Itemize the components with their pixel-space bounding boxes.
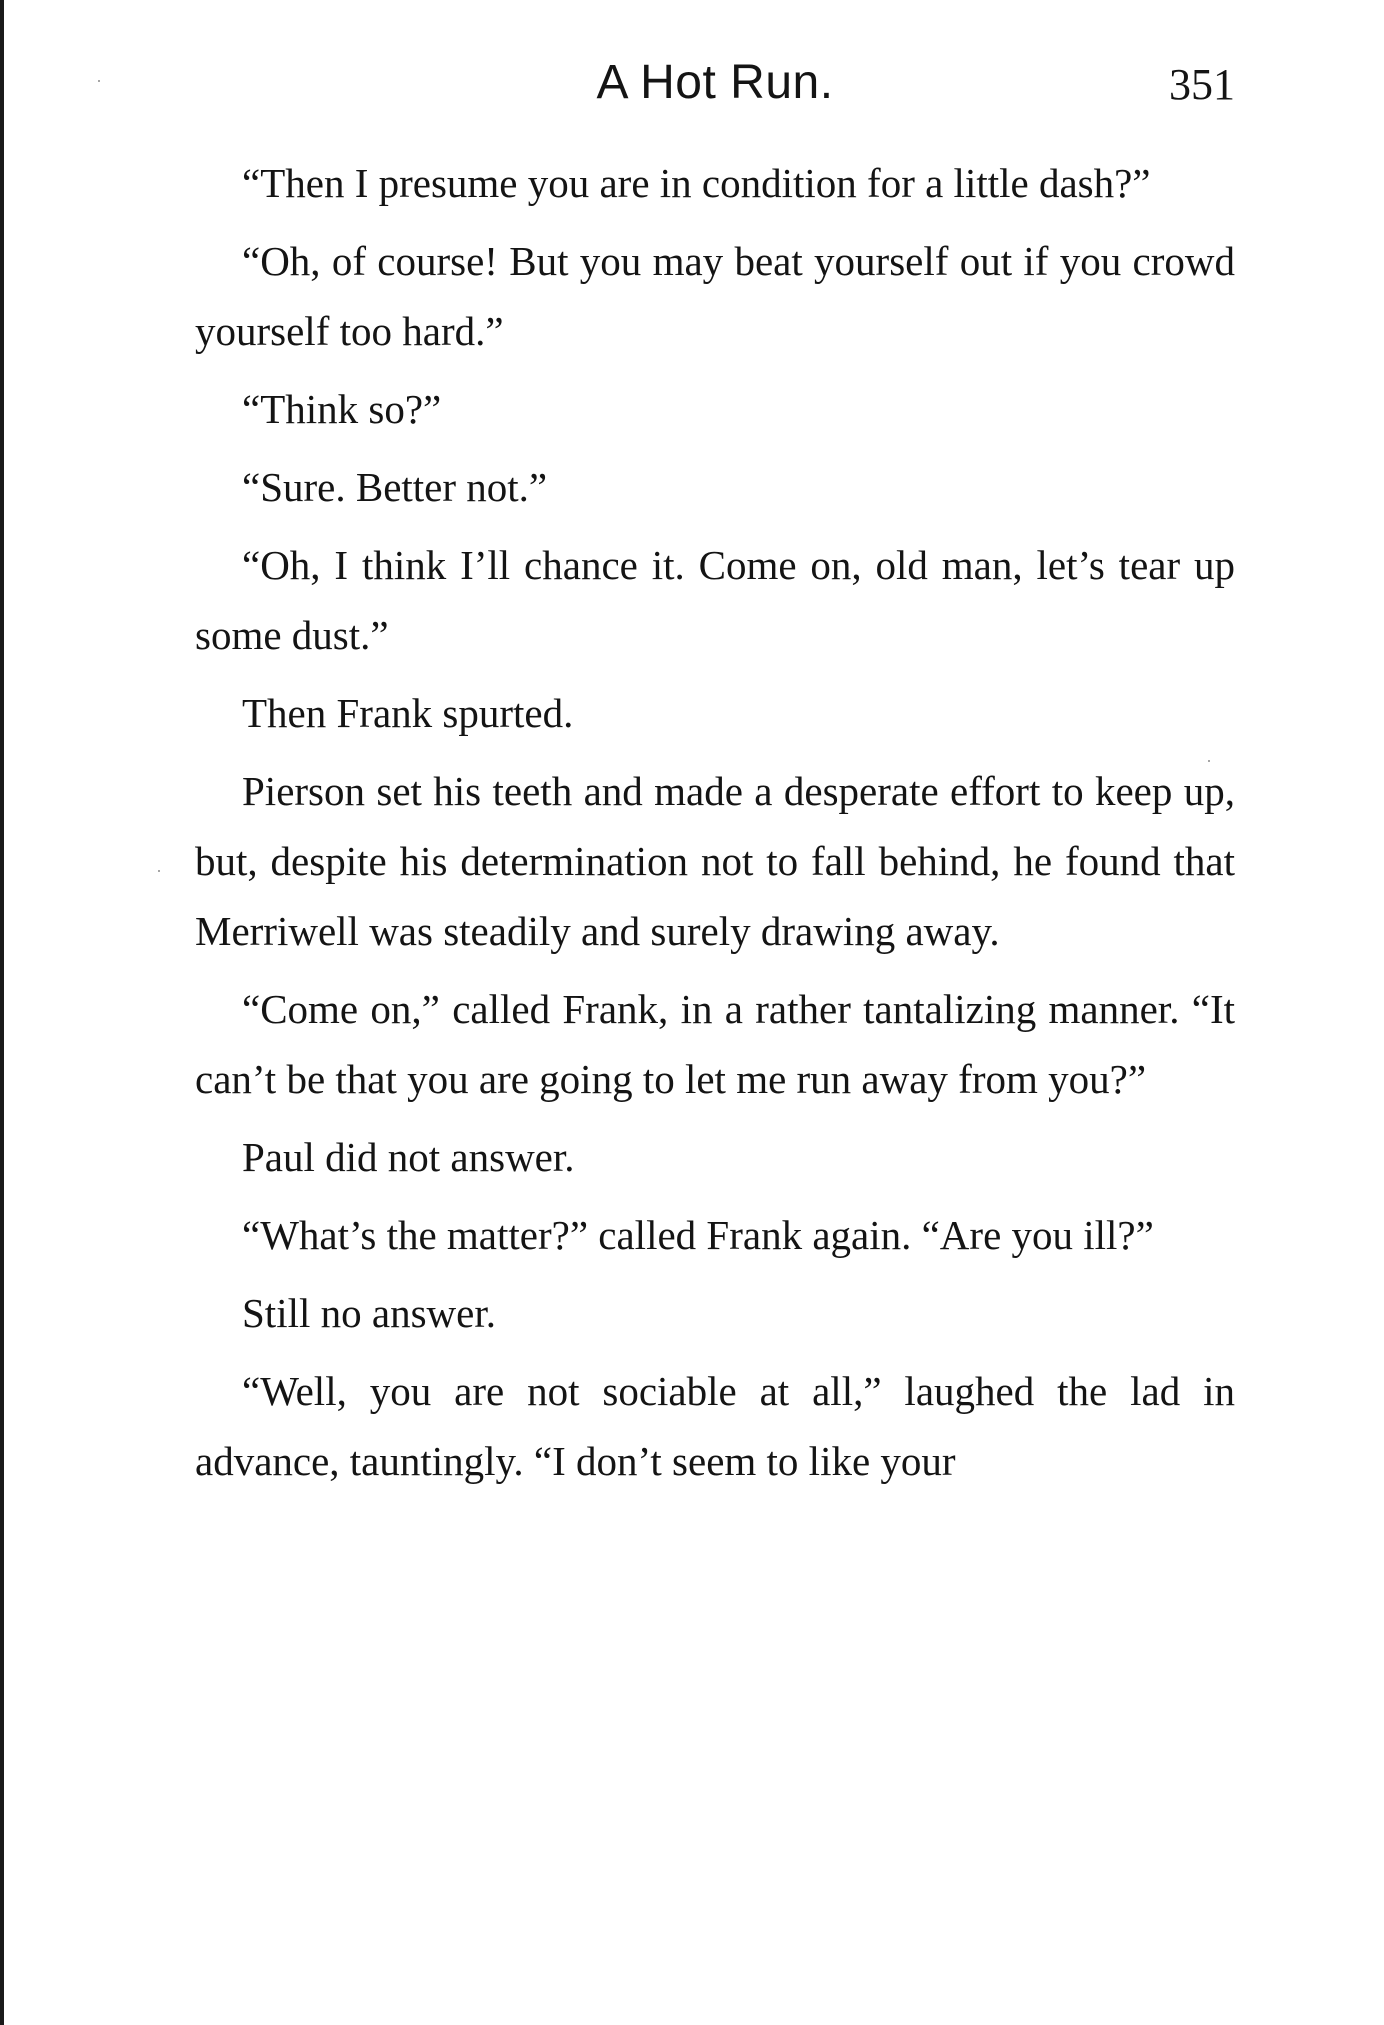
paragraph: “Think so?” <box>242 386 442 432</box>
paragraph: “Then I presume you are in condition for a little dash?” <box>242 160 1151 206</box>
paragraph: “Oh, of course! But you may beat yourself out if you crowd yourself too hard.” <box>195 238 1235 354</box>
paragraph: “Oh, I think I’ll chance it. Come on, old man, let’s tear up some dust.” <box>195 542 1235 658</box>
paragraph: Then Frank spurted. <box>242 690 574 736</box>
page-number: 351 <box>1169 60 1235 109</box>
paragraph: Pierson set his teeth and made a desperate effort to keep up, but, despite his determination not to fall behind, he found that Merriwell was steadily and surely drawing away. <box>195 768 1235 954</box>
paragraph: “What’s the matter?” called Frank again. “Are you ill?” <box>242 1212 1154 1258</box>
paragraph: “Well, you are not sociable at all,” laughed the lad in advance, tauntingly. “I don’t seem to like your <box>195 1368 1235 1484</box>
print-speck <box>158 870 160 872</box>
print-speck <box>98 80 100 82</box>
paragraph: “Come on,” called Frank, in a rather tantalizing manner. “It can’t be that you are going to let me run away from you?” <box>195 986 1235 1102</box>
paragraph: Still no answer. <box>242 1290 496 1336</box>
running-head <box>195 48 1235 118</box>
body-text <box>195 148 1235 1496</box>
page-edge-rule <box>0 0 4 2025</box>
paragraph: “Sure. Better not.” <box>242 464 548 510</box>
running-title: A Hot Run. <box>596 56 834 109</box>
paragraph: Paul did not answer. <box>242 1134 575 1180</box>
